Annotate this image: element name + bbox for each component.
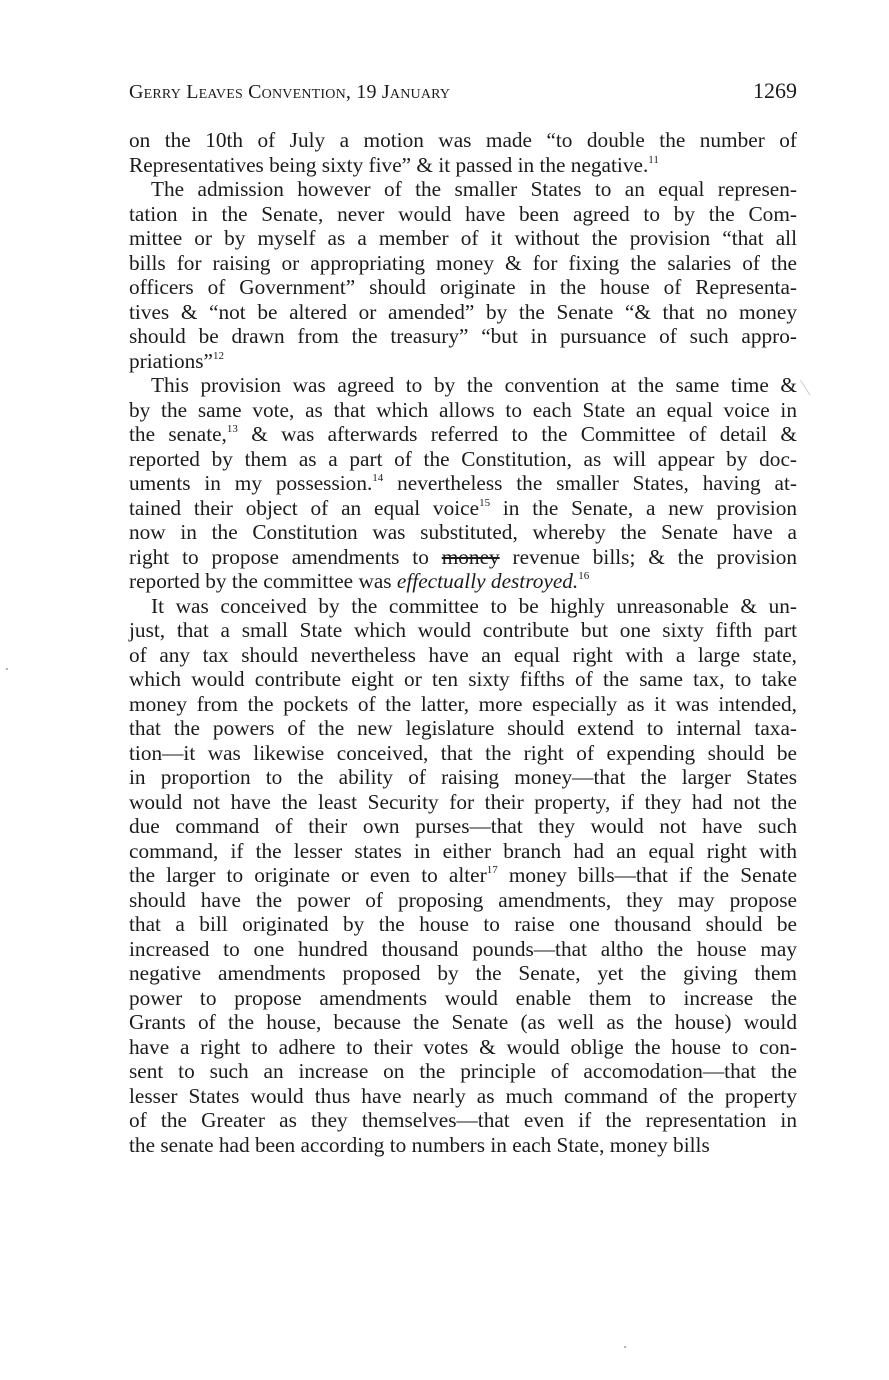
text-segment: negative amendments proposed by the Senate, yet the giving them: [129, 961, 797, 985]
struck-text: money: [441, 544, 500, 569]
text-line: [129, 202, 797, 227]
paragraph: [129, 128, 797, 177]
text-segment: mittee or by myself as a member of it without the provision “that all: [129, 226, 797, 250]
paragraph: [129, 373, 797, 594]
body-text: [129, 128, 797, 1157]
text-segment: lesser States would thus have nearly as much command of the property: [129, 1083, 797, 1108]
text-segment: nevertheless the smaller States, having at-: [383, 471, 797, 495]
text-line: [129, 300, 797, 325]
text-line: [129, 447, 797, 472]
text-line: [129, 765, 797, 790]
text-line: [129, 128, 797, 153]
text-line: [129, 1010, 797, 1035]
margin-mark: [800, 374, 819, 395]
text-segment: in the Senate, a new provision: [490, 495, 798, 520]
text-line: [129, 937, 797, 962]
text-line: [129, 373, 797, 398]
text-segment: bills for raising or appropriating money & for fixing the salaries of the: [129, 250, 797, 275]
text-segment: officers of Government” should originate in the house of Representa-: [129, 275, 797, 299]
footnote-marker: 13: [226, 423, 238, 435]
text-segment: due command of their own purses—that they would not have such: [129, 814, 797, 838]
text-segment: This provision was agreed to by the convention at the same time &: [151, 373, 797, 397]
text-line: [129, 863, 797, 888]
text-segment: Representatives being sixty five” & it passed in the negative.: [129, 152, 649, 177]
text-segment: reported by the committee was: [129, 569, 397, 593]
text-segment: reported by them as a part of the Constitution, as will appear by doc-: [129, 446, 797, 471]
text-line: [129, 398, 797, 423]
text-line: [129, 716, 797, 741]
text-line: [129, 741, 797, 766]
footnote-marker: 14: [372, 472, 384, 484]
text-segment: the senate,: [129, 422, 227, 446]
footnote-marker: 12: [212, 349, 224, 362]
text-line: [129, 545, 797, 570]
text-line: [129, 1084, 797, 1109]
text-segment: tained their object of an equal voice: [129, 495, 480, 520]
text-segment: right to propose amendments to: [129, 544, 442, 569]
text-line: [129, 349, 797, 374]
footnote-marker: 17: [486, 864, 498, 876]
text-line: [129, 1108, 797, 1133]
text-segment: Grants of the house, because the Senate (as well as the house) would: [129, 1010, 797, 1034]
text-segment: & was afterwards referred to the Committee of detail &: [237, 422, 797, 446]
page-number: 1269: [753, 78, 797, 103]
text-segment: It was conceived by the committee to be highly unreasonable & un-: [151, 593, 797, 618]
paragraph: [129, 177, 797, 373]
text-segment: sent to such an increase on the principle of accomodation—that the: [129, 1059, 797, 1083]
text-segment: tion—it was likewise conceived, that the right of expending should be: [129, 740, 797, 765]
text-line: [129, 275, 797, 300]
text-segment: by the same vote, as that which allows to each State an equal voice in: [129, 397, 797, 422]
running-head: [129, 80, 797, 106]
footnote-marker: 11: [648, 153, 659, 166]
scan-speck: [624, 1346, 626, 1348]
text-segment: the senate had been according to numbers in each State, money bills: [129, 1132, 710, 1157]
text-line: [129, 520, 797, 545]
text-segment: in proportion to the ability of raising money—that the larger States: [129, 765, 797, 789]
text-segment: revenue bills; & the provision: [499, 544, 797, 569]
text-line: [129, 986, 797, 1011]
text-segment: have a right to adhere to their votes & would oblige the house to con-: [129, 1034, 797, 1059]
text-line: [129, 471, 797, 496]
running-title: Gerry Leaves Convention, 19 January: [129, 81, 451, 103]
text-segment: should be drawn from the treasury” “but in pursuance of such appro-: [129, 324, 797, 348]
text-line: [129, 594, 797, 619]
text-line: [129, 1035, 797, 1060]
italic-text: effectually destroyed.: [396, 569, 579, 593]
text-segment: money bills—that if the Senate: [497, 863, 797, 887]
text-line: [129, 226, 797, 251]
footnote-marker: 15: [479, 496, 491, 509]
text-line: [129, 790, 797, 815]
text-segment: that the powers of the new legislature should extend to internal taxa-: [129, 716, 797, 740]
text-line: [129, 496, 797, 521]
text-segment: which would contribute eight or ten sixty fifths of the same tax, to take: [129, 667, 797, 691]
text-segment: would not have the least Security for their property, if they had not the: [129, 789, 797, 814]
text-segment: increased to one hundred thousand pounds—that altho the house may: [129, 936, 797, 961]
text-segment: power to propose amendments would enable them to increase the: [129, 985, 797, 1010]
text-segment: now in the Constitution was substituted, whereby the Senate have a: [129, 520, 797, 544]
text-line: [129, 643, 797, 668]
text-line: [129, 251, 797, 276]
text-segment: the larger to originate or even to alter: [129, 863, 487, 887]
text-segment: of any tax should nevertheless have an equal right with a large state,: [129, 642, 797, 667]
text-line: [129, 569, 797, 594]
text-segment: The admission however of the smaller States to an equal represen-: [151, 177, 797, 201]
text-segment: of the Greater as they themselves—that even if the representation in: [129, 1108, 797, 1132]
text-segment: priations”: [129, 348, 213, 373]
text-line: [129, 324, 797, 349]
text-line: [129, 667, 797, 692]
text-line: [129, 1059, 797, 1084]
text-line: [129, 839, 797, 864]
text-line: [129, 888, 797, 913]
text-segment: just, that a small State which would contribute but one sixty fifth part: [129, 618, 797, 642]
text-line: [129, 177, 797, 202]
text-segment: money from the pockets of the latter, more especially as it was intended,: [129, 691, 797, 716]
text-line: [129, 618, 797, 643]
text-segment: should have the power of proposing amendments, they may propose: [129, 887, 797, 912]
scan-speck: [6, 668, 8, 670]
text-line: [129, 1133, 797, 1158]
text-line: [129, 422, 797, 447]
text-segment: that a bill originated by the house to raise one thousand should be: [129, 912, 797, 936]
text-segment: tives & “not be altered or amended” by the Senate “& that no money: [129, 299, 797, 324]
text-line: [129, 692, 797, 717]
text-segment: tation in the Senate, never would have been agreed to by the Com-: [129, 201, 797, 226]
text-line: [129, 153, 797, 178]
text-line: [129, 814, 797, 839]
text-line: [129, 961, 797, 986]
text-line: [129, 912, 797, 937]
text-segment: uments in my possession.: [129, 471, 373, 495]
text-segment: on the 10th of July a motion was made “to double the number of: [129, 128, 797, 152]
footnote-marker: 16: [578, 570, 590, 582]
paragraph: [129, 594, 797, 1158]
text-segment: command, if the lesser states in either branch had an equal right with: [129, 838, 797, 863]
